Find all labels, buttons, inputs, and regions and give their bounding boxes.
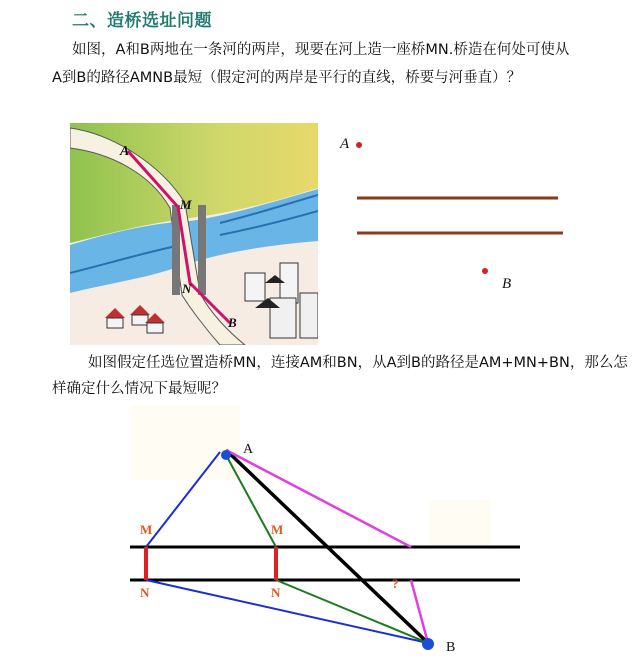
river-bridge-map-illustration — [70, 123, 318, 345]
label-b: B — [446, 640, 456, 655]
label-n2: N — [271, 585, 281, 600]
simple-label-a: A — [340, 136, 350, 152]
label-a: A — [243, 442, 254, 457]
problem-text-line-2: A到B的路径AMNB最短（假定河的两岸是平行的直线，桥要与河垂直）？ — [52, 70, 522, 86]
map-label-a: A — [120, 144, 130, 159]
label-m1: M — [140, 522, 153, 537]
simplified-river-figure — [330, 120, 590, 300]
section-title: 二、造桥选址问题 — [72, 11, 212, 31]
point-a — [221, 450, 231, 460]
map-label-m: M — [180, 197, 192, 212]
problem-text-line-1: 如图，A和B两地在一条河的两岸，现要在河上造一座桥MN.桥造在何处可使从 — [72, 42, 570, 58]
analysis-text-line-2: 样确定什么情况下最短呢？ — [52, 381, 226, 397]
label-question: ? — [392, 576, 399, 591]
map-label-n: N — [182, 281, 192, 296]
point-a — [356, 142, 362, 148]
bridge-analysis-diagram — [120, 400, 540, 669]
point-b — [422, 638, 434, 650]
map-label-b: B — [228, 315, 237, 330]
simple-label-b: B — [502, 276, 512, 292]
label-m2: M — [271, 522, 284, 537]
analysis-text-line-1: 如图假定任选位置造桥MN，连接AM和BN，从A到B的路径是AM+MN+BN，那么怎 — [88, 355, 628, 371]
label-n1: N — [140, 585, 150, 600]
point-b — [482, 268, 488, 274]
